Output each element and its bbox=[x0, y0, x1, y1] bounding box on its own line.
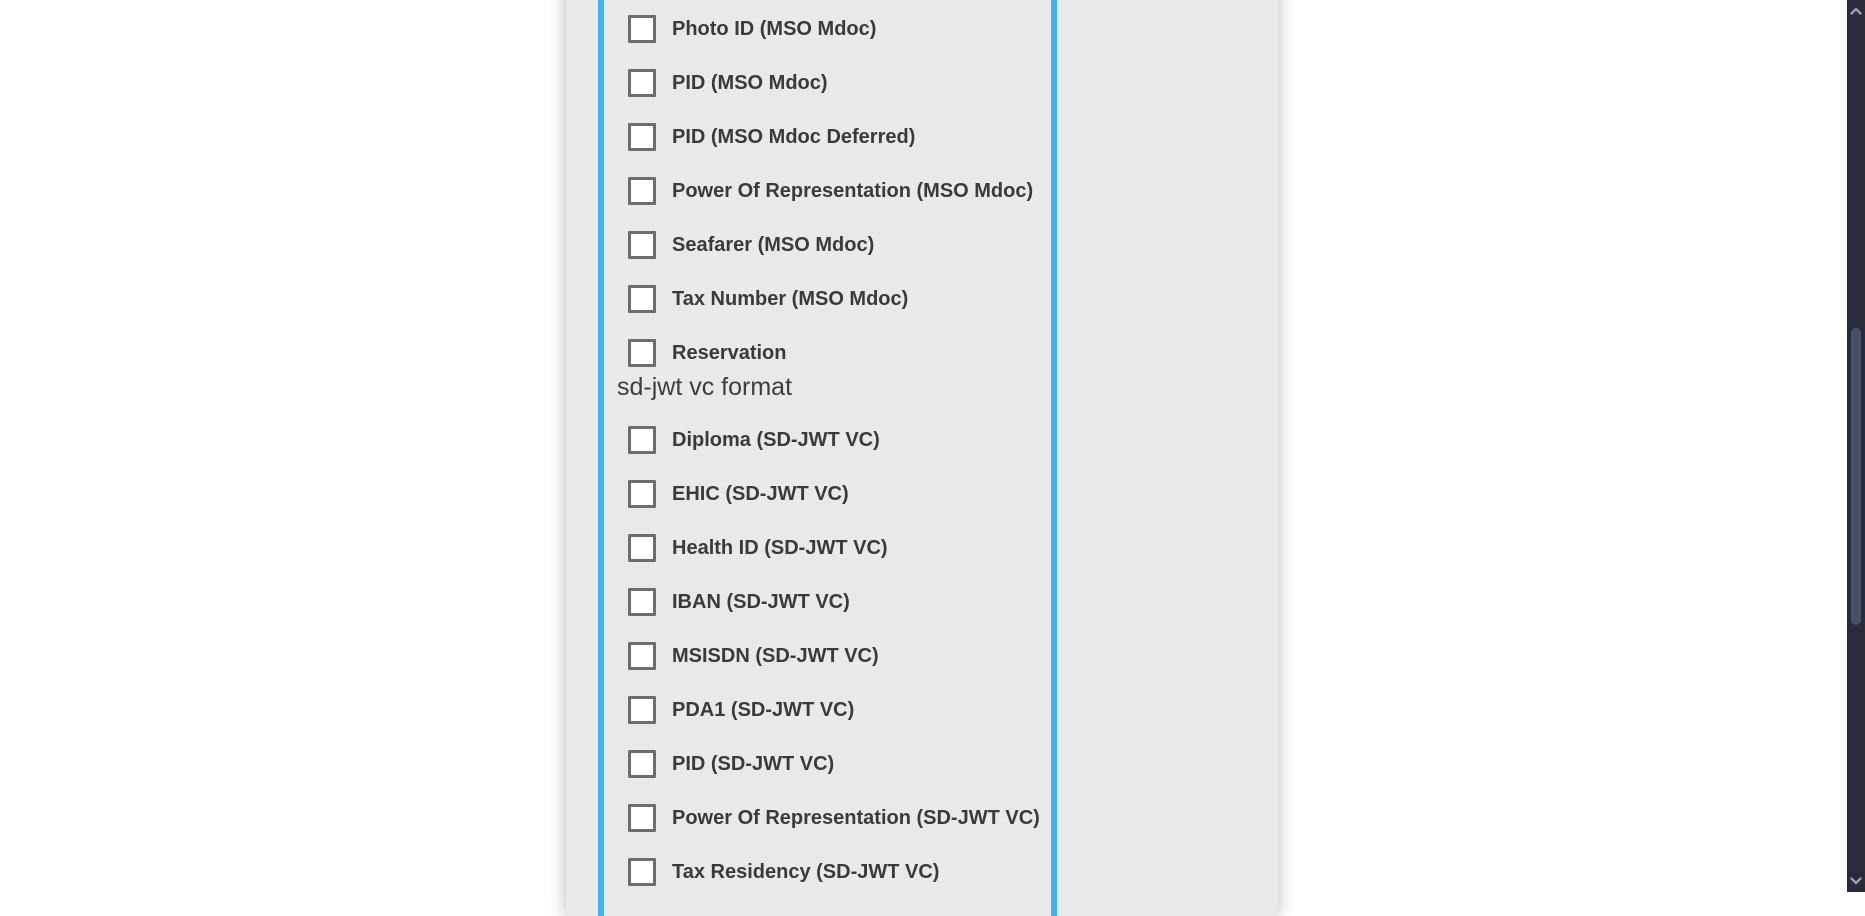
credential-checkbox-label[interactable]: Power Of Representation (MSO Mdoc) bbox=[672, 179, 1034, 202]
credential-option-row bbox=[628, 285, 1051, 313]
credential-option-row bbox=[628, 804, 1051, 832]
credential-checkbox-label[interactable]: Diploma (SD-JWT VC) bbox=[672, 428, 880, 451]
credential-option-row bbox=[628, 750, 1051, 778]
credential-option-row bbox=[628, 858, 1051, 886]
credential-checkbox-label[interactable]: PID (MSO Mdoc Deferred) bbox=[672, 125, 916, 148]
credential-checkbox[interactable] bbox=[628, 123, 656, 151]
credential-option-row bbox=[628, 426, 1051, 454]
chevron-up-icon bbox=[1850, 7, 1862, 15]
credential-checkbox[interactable] bbox=[628, 696, 656, 724]
credential-checkbox[interactable] bbox=[628, 177, 656, 205]
credential-checkbox[interactable] bbox=[628, 858, 656, 886]
credential-checkbox[interactable] bbox=[628, 426, 656, 454]
credential-checkbox[interactable] bbox=[628, 15, 656, 43]
credential-checkbox-label[interactable]: Seafarer (MSO Mdoc) bbox=[672, 233, 875, 256]
credential-checkbox-label[interactable]: EHIC (SD-JWT VC) bbox=[672, 482, 849, 505]
credential-option-row bbox=[628, 480, 1051, 508]
credential-checkbox-label[interactable]: Power Of Representation (SD-JWT VC) bbox=[672, 806, 1040, 829]
credential-checkbox[interactable] bbox=[628, 339, 656, 367]
credential-checkbox[interactable] bbox=[628, 480, 656, 508]
scrollbar-thumb[interactable] bbox=[1851, 328, 1861, 625]
credential-option-row bbox=[628, 231, 1051, 259]
credential-checkbox-label[interactable]: Health ID (SD-JWT VC) bbox=[672, 536, 888, 559]
scrollbar-track[interactable] bbox=[1847, 0, 1865, 892]
credential-checkbox-label[interactable]: PID (SD-JWT VC) bbox=[672, 752, 835, 775]
credential-option-row bbox=[628, 339, 1051, 367]
credential-option-row bbox=[628, 588, 1051, 616]
credential-option-list bbox=[604, 0, 1051, 886]
credential-checkbox-label[interactable]: Photo ID (MSO Mdoc) bbox=[672, 17, 877, 40]
credential-checkbox[interactable] bbox=[628, 588, 656, 616]
credential-option-row bbox=[628, 123, 1051, 151]
scroll-up-button[interactable] bbox=[1847, 2, 1865, 20]
credential-option-row bbox=[628, 177, 1051, 205]
content-panel bbox=[566, 0, 1278, 916]
credential-checkbox[interactable] bbox=[628, 285, 656, 313]
credential-checkbox[interactable] bbox=[628, 750, 656, 778]
credential-checkbox-label[interactable]: Tax Number (MSO Mdoc) bbox=[672, 287, 909, 310]
credential-checkbox[interactable] bbox=[628, 642, 656, 670]
credential-checkbox-label[interactable]: Reservation bbox=[672, 341, 787, 364]
chevron-down-icon bbox=[1850, 877, 1862, 885]
credential-checkbox[interactable] bbox=[628, 804, 656, 832]
credential-checkbox-label[interactable]: Tax Residency (SD-JWT VC) bbox=[672, 860, 940, 883]
credential-option-row bbox=[628, 642, 1051, 670]
credential-checkbox-label[interactable]: IBAN (SD-JWT VC) bbox=[672, 590, 850, 613]
credential-checkbox-label[interactable]: PID (MSO Mdoc) bbox=[672, 71, 828, 94]
credential-checkbox[interactable] bbox=[628, 69, 656, 97]
format-section-header: sd-jwt vc format bbox=[617, 373, 793, 401]
credential-option-row bbox=[628, 69, 1051, 97]
credential-option-row bbox=[628, 15, 1051, 43]
credential-selection-box bbox=[598, 0, 1057, 916]
credential-option-row bbox=[628, 696, 1051, 724]
credential-option-row bbox=[628, 534, 1051, 562]
credential-checkbox-label[interactable]: MSISDN (SD-JWT VC) bbox=[672, 644, 879, 667]
credential-checkbox[interactable] bbox=[628, 534, 656, 562]
credential-checkbox-label[interactable]: PDA1 (SD-JWT VC) bbox=[672, 698, 855, 721]
credential-checkbox[interactable] bbox=[628, 231, 656, 259]
scroll-down-button[interactable] bbox=[1847, 872, 1865, 890]
